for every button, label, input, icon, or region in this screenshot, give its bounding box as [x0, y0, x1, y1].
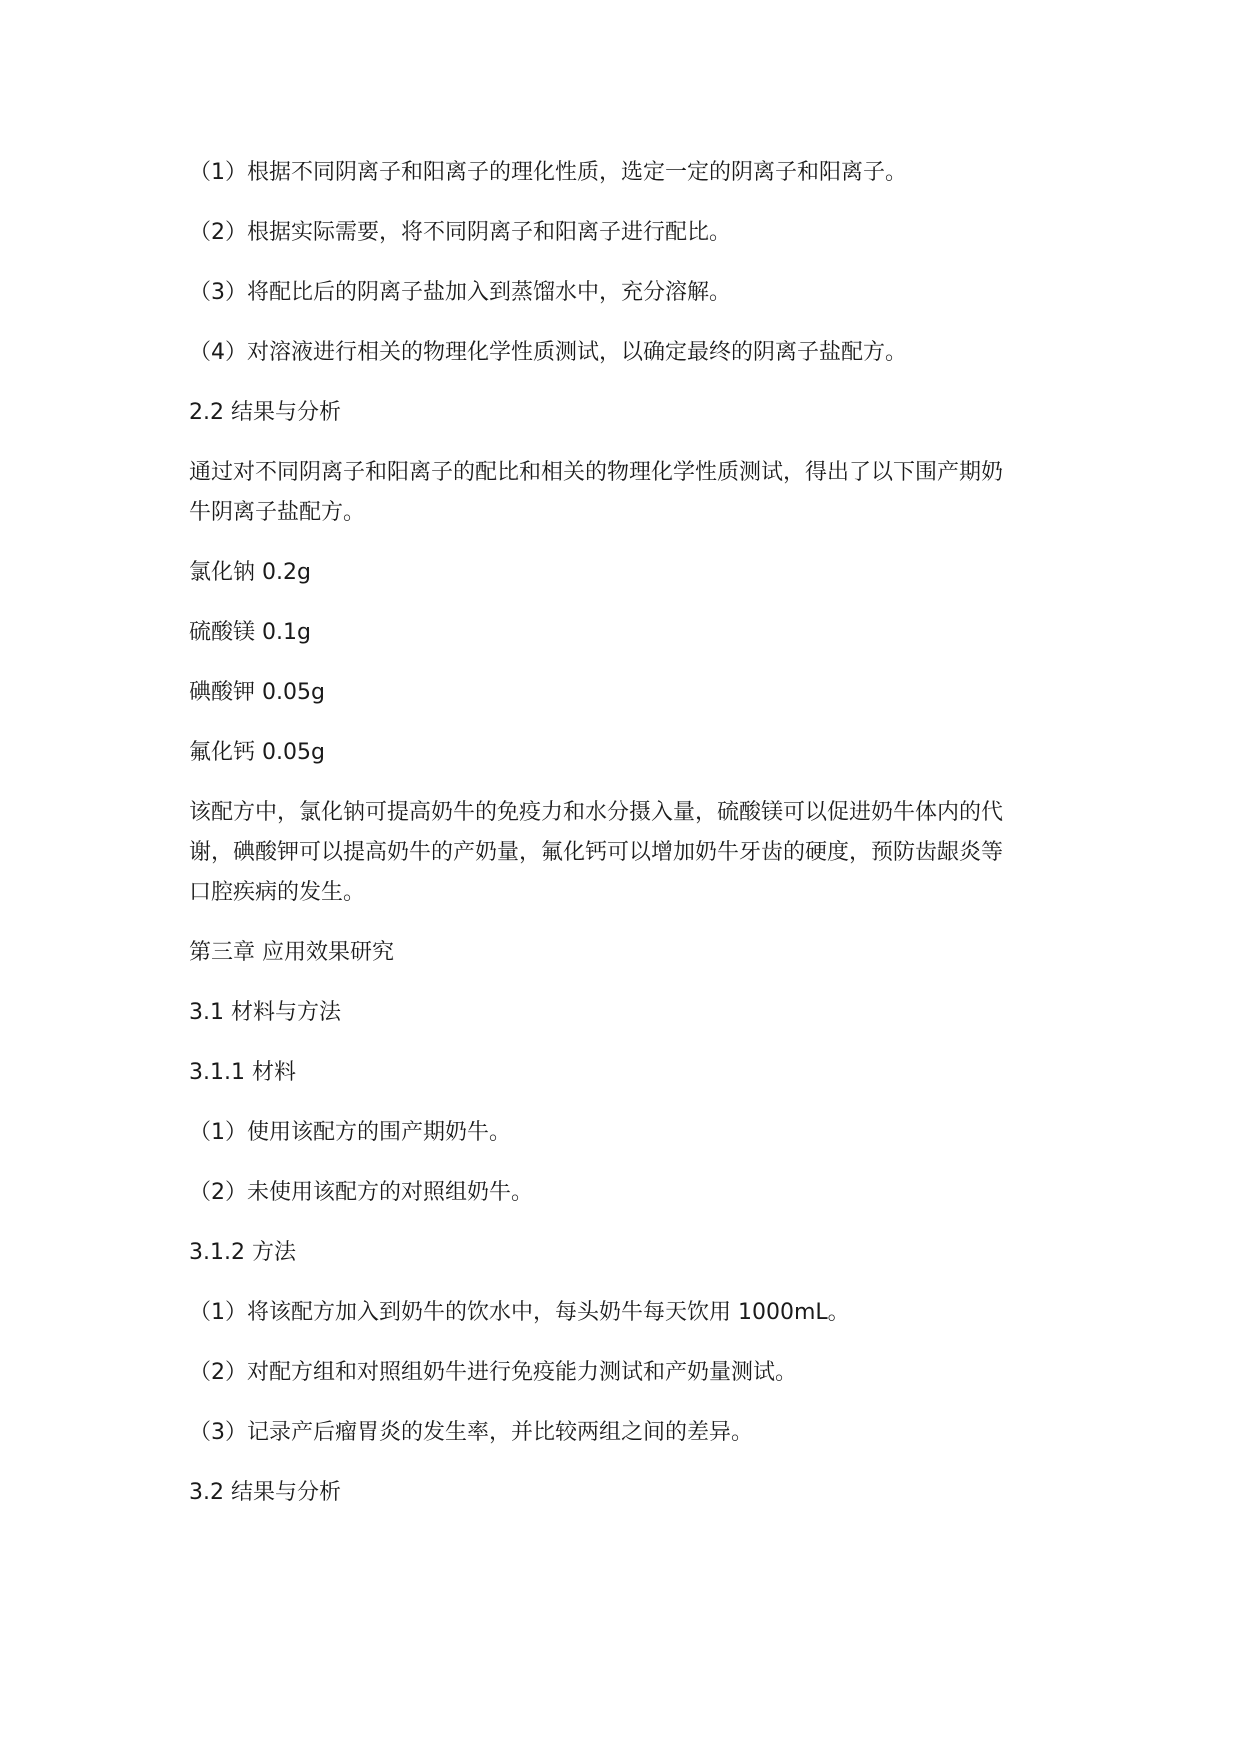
subsection-heading-3-1-1: 3.1.1 材料	[189, 1060, 296, 1085]
formula-item: 碘酸钾 0.05g	[189, 680, 325, 705]
explanation-line: 谢，碘酸钾可以提高奶牛的产奶量，氟化钙可以增加奶牛牙齿的硬度，预防齿龈炎等	[189, 840, 1004, 865]
section-heading-2-2: 2.2 结果与分析	[189, 400, 341, 425]
results-paragraph-line: 通过对不同阴离子和阳离子的配比和相关的物理化学性质测试，得出了以下围产期奶	[189, 460, 1004, 485]
subsection-heading-3-1-2: 3.1.2 方法	[189, 1240, 296, 1265]
step-2: （2）根据实际需要，将不同阴离子和阳离子进行配比。	[189, 220, 731, 245]
document-page	[189, 153, 1049, 1533]
method-item-1: （1）将该配方加入到奶牛的饮水中，每头奶牛每天饮用 1000mL。	[189, 1300, 850, 1325]
step-4: （4）对溶液进行相关的物理化学性质测试，以确定最终的阴离子盐配方。	[189, 340, 907, 365]
formula-item: 氟化钙 0.05g	[189, 740, 325, 765]
explanation-line: 口腔疾病的发生。	[189, 880, 366, 905]
formula-explanation-paragraph	[189, 793, 1049, 913]
section-heading-3-2: 3.2 结果与分析	[189, 1480, 341, 1505]
formula-item: 氯化钠 0.2g	[189, 560, 311, 585]
section-heading-3-1: 3.1 材料与方法	[189, 1000, 341, 1025]
material-item-2: （2）未使用该配方的对照组奶牛。	[189, 1180, 533, 1205]
explanation-line: 该配方中，氯化钠可提高奶牛的免疫力和水分摄入量，硫酸镁可以促进奶牛体内的代	[189, 800, 1004, 825]
step-1: （1）根据不同阴离子和阳离子的理化性质，选定一定的阴离子和阳离子。	[189, 160, 907, 185]
method-item-2: （2）对配方组和对照组奶牛进行免疫能力测试和产奶量测试。	[189, 1360, 797, 1385]
results-paragraph	[189, 453, 1049, 533]
step-3: （3）将配比后的阴离子盐加入到蒸馏水中，充分溶解。	[189, 280, 731, 305]
method-item-3: （3）记录产后瘤胃炎的发生率，并比较两组之间的差异。	[189, 1420, 753, 1445]
chapter-3-title: 第三章 应用效果研究	[189, 940, 394, 965]
results-paragraph-line: 牛阴离子盐配方。	[189, 500, 366, 525]
material-item-1: （1）使用该配方的围产期奶牛。	[189, 1120, 511, 1145]
formula-item: 硫酸镁 0.1g	[189, 620, 311, 645]
